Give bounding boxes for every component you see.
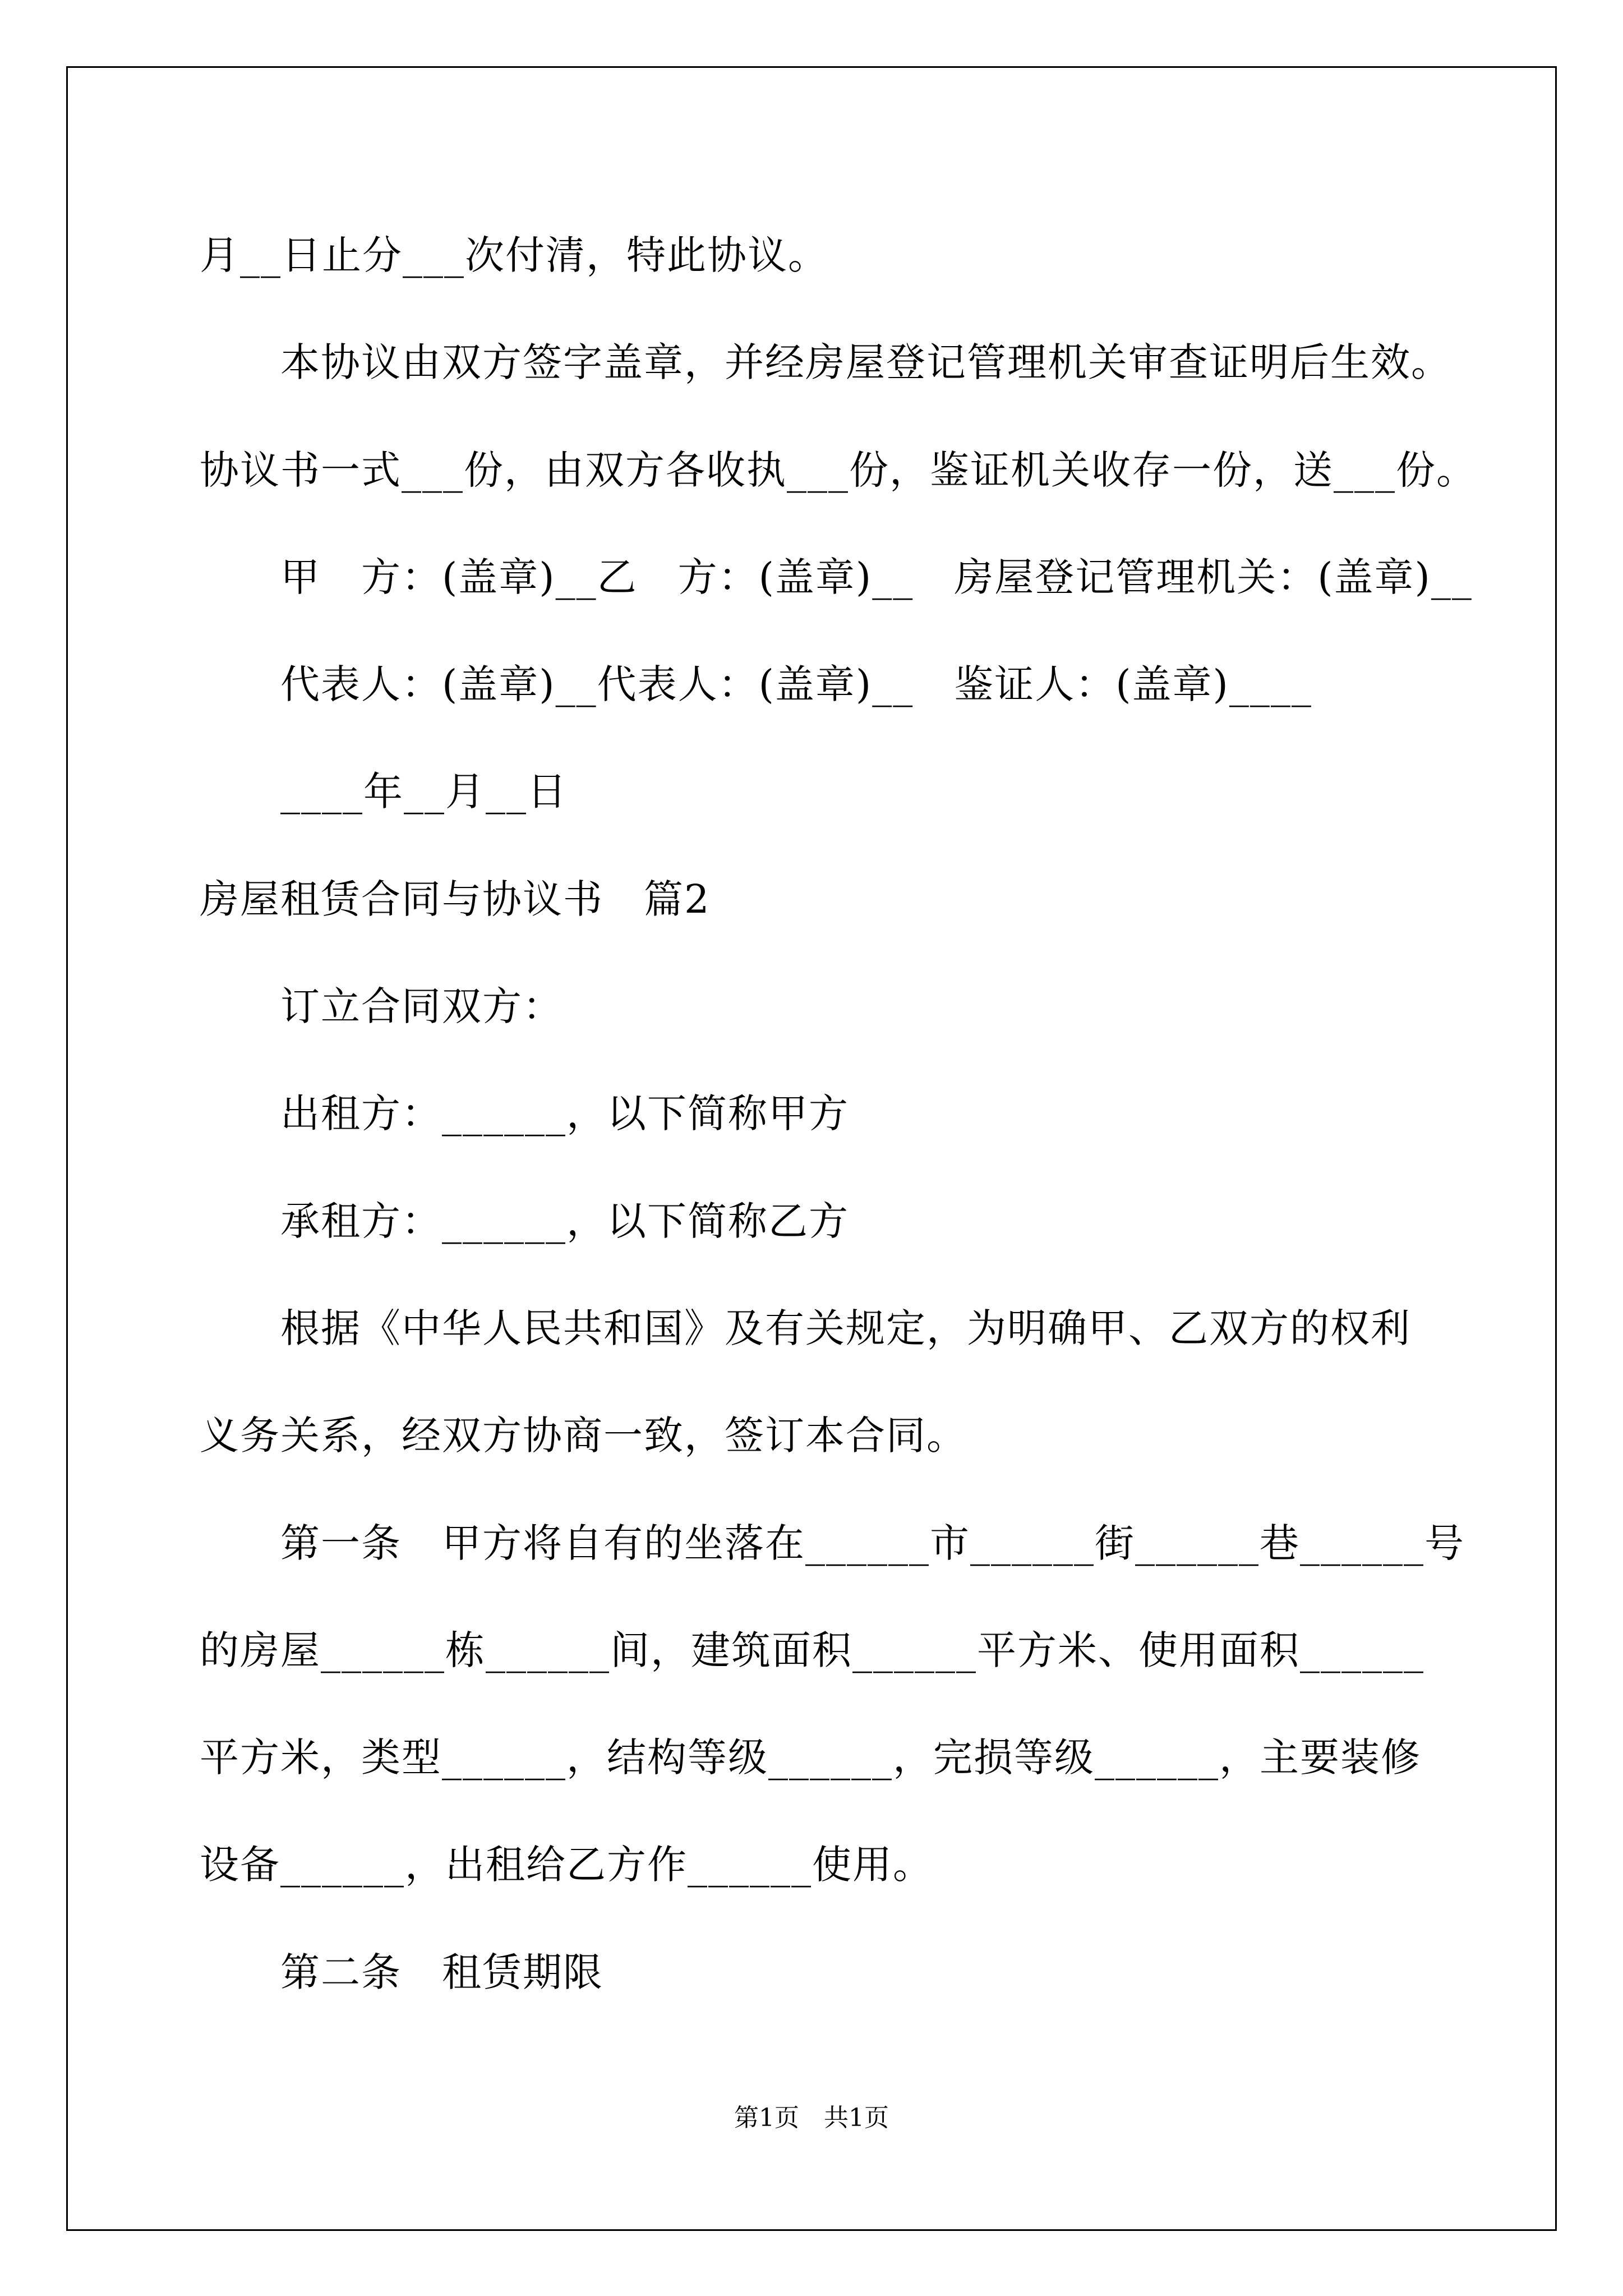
page-footer: 第1页 共1页 xyxy=(734,2104,889,2132)
text-line: 月__日止分___次付清，特此协议。 xyxy=(200,232,828,278)
lessee-line: 承租方：______，以下简称乙方 xyxy=(280,1198,849,1244)
text-line: 根据《中华人民共和国》及有关规定，为明确甲、乙双方的权利 xyxy=(280,1305,1411,1351)
text-line: 义务关系，经双方协商一致，签订本合同。 xyxy=(200,1412,967,1458)
text-line: 的房屋______栋______间，建筑面积______平方米、使用面积______ xyxy=(200,1627,1424,1673)
lessor-line: 出租方：______，以下简称甲方 xyxy=(280,1091,849,1137)
page-border xyxy=(66,66,1557,2231)
article-1-line: 第一条 甲方将自有的坐落在______市______街______巷______号 xyxy=(280,1520,1465,1566)
text-line: 平方米，类型______，结构等级______，完损等级______，主要装修 xyxy=(200,1734,1421,1780)
date-line: ____年__月__日 xyxy=(280,769,568,815)
text-line: 设备______，出租给乙方作______使用。 xyxy=(200,1842,933,1888)
text-line: 订立合同双方： xyxy=(280,983,563,1029)
signature-line-parties: 甲 方：(盖章)__乙 方：(盖章)__ 房屋登记管理机关：(盖章)__ xyxy=(280,554,1473,600)
article-2-heading: 第二条 租赁期限 xyxy=(280,1949,603,1995)
section-heading: 房屋租赁合同与协议书 篇2 xyxy=(200,876,711,922)
text-line: 协议书一式___份，由双方各收执___份，鉴证机关收存一份，送___份。 xyxy=(200,447,1477,493)
signature-line-representatives: 代表人：(盖章)__代表人：(盖章)__ 鉴证人：(盖章)____ xyxy=(280,661,1312,707)
text-line: 本协议由双方签字盖章，并经房屋登记管理机关审查证明后生效。 xyxy=(280,339,1451,385)
